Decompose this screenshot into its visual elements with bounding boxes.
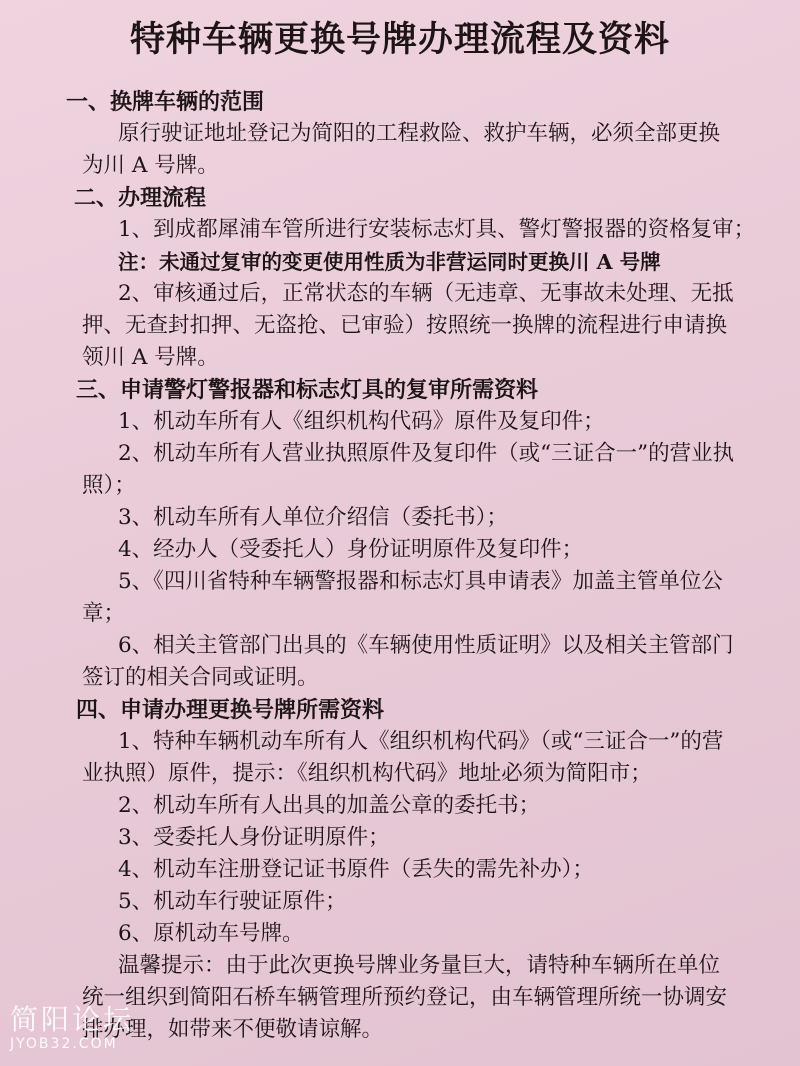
list-item: 3、机动车所有人单位介绍信（委托书）； [118, 505, 508, 530]
section-heading-scope: 一、换牌车辆的范围 [66, 89, 265, 115]
paragraph-line: 领川 A 号牌。 [82, 345, 219, 370]
list-item-continuation: 签订的相关合同或证明。 [82, 665, 319, 690]
paragraph-line: 1、到成都犀浦车管所进行安装标志灯具、警灯警报器的资格复审； [118, 217, 756, 242]
list-item: 5、《四川省特种车辆警报器和标志灯具申请表》加盖主管单位公 [118, 569, 723, 594]
paragraph-line: 原行驶证地址登记为简阳的工程救险、救护车辆，必须全部更换 [118, 121, 721, 146]
reminder-line: 温馨提示：由于此次更换号牌业务量巨大，请特种车辆所在单位 [118, 953, 721, 978]
section-heading-process: 二、办理流程 [74, 185, 207, 211]
note-line: 注：未通过复审的变更使用性质为非营运同时更换川 A 号牌 [118, 250, 661, 274]
section-heading-review-materials: 三、申请警灯警报器和标志灯具的复审所需资料 [76, 377, 539, 403]
list-item: 6、相关主管部门出具的《车辆使用性质证明》以及相关主管部门 [118, 633, 734, 658]
list-item-continuation: 照）； [82, 473, 136, 498]
reminder-line: 排办理，如带来不便敬请谅解。 [82, 1017, 384, 1042]
watermark-name: 简阳论坛 [10, 1003, 135, 1036]
list-item: 4、机动车注册登记证书原件（丢失的需先补办）； [118, 857, 594, 882]
list-item: 6、原机动车号牌。 [118, 921, 304, 946]
paragraph-line: 2、审核通过后，正常状态的车辆（无违章、无事故未处理、无抵 [118, 281, 734, 306]
list-item-continuation: 章； [82, 601, 126, 626]
watermark [10, 1004, 134, 1052]
paragraph-line: 为川 A 号牌。 [82, 153, 219, 178]
list-item: 2、机动车所有人出具的加盖公章的委托书； [118, 793, 541, 818]
list-item: 1、机动车所有人《组织机构代码》原件及复印件； [118, 409, 605, 434]
section-heading-plate-materials: 四、申请办理更换号牌所需资料 [76, 697, 385, 723]
paragraph-line: 押、无查封扣押、无盗抢、已审验）按照统一换牌的流程进行申请换 [82, 313, 728, 338]
list-item: 5、机动车行驶证原件； [118, 889, 347, 914]
list-item: 4、经办人（受委托人）身份证明原件及复印件； [118, 537, 584, 562]
list-item: 3、受委托人身份证明原件； [118, 825, 390, 850]
document-title: 特种车辆更换号牌办理流程及资料 [129, 19, 670, 60]
list-item: 1、特种车辆机动车所有人《组织机构代码》（或“三证合一”的营 [118, 729, 724, 754]
watermark-url: JYOB32.COM [10, 1036, 118, 1052]
list-item-continuation: 业执照）原件，提示：《组织机构代码》地址必须为简阳市； [82, 761, 652, 786]
reminder-line: 统一组织到简阳石桥车辆管理所预约登记，由车辆管理所统一协调安 [82, 985, 728, 1010]
list-item: 2、机动车所有人营业执照原件及复印件（或“三证合一”的营业执 [118, 441, 735, 466]
